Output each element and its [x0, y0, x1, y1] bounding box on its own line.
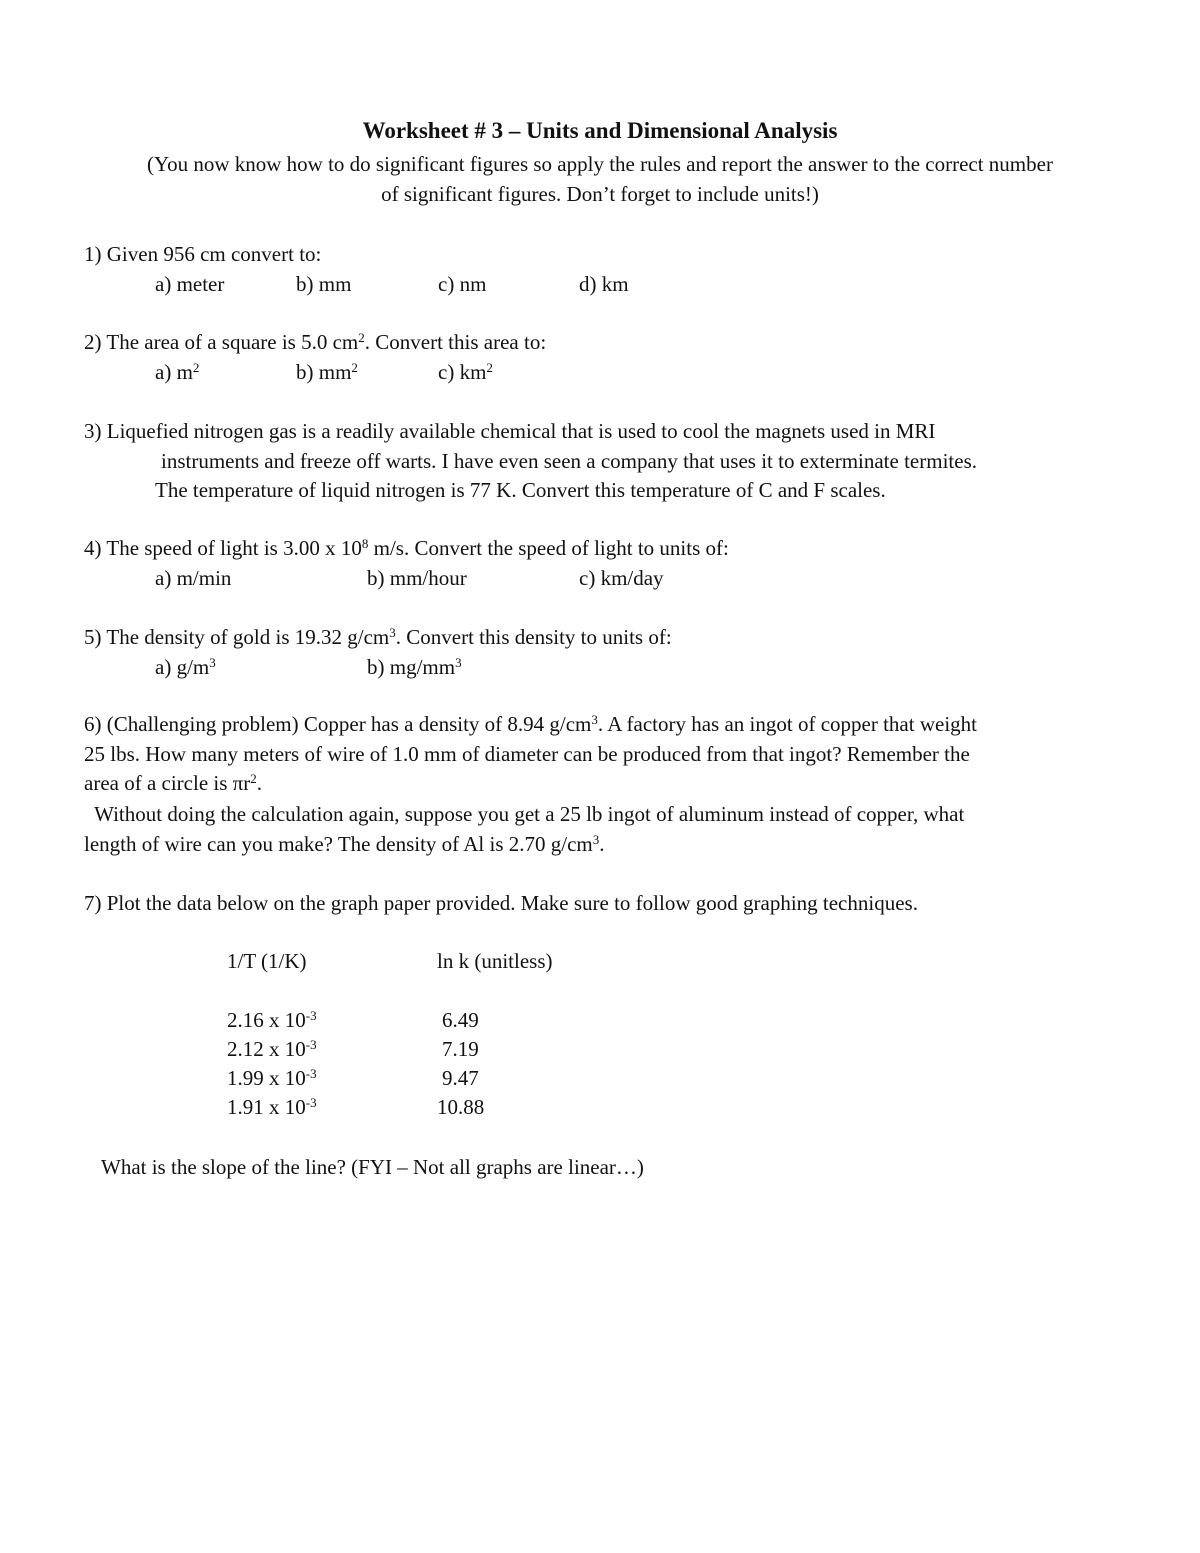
instructions [80, 150, 1120, 209]
table-row-3-y: 9.47 [442, 1066, 479, 1090]
instructions-line-1: (You now know how to do significant figures so apply the rules and report the answer to the correct number [147, 152, 1053, 176]
question-1-option-c: c) nm [438, 272, 487, 296]
question-4-option-b: b) mm/hour [367, 566, 467, 590]
question-2-option-b: b) $mm^2$ [296, 359, 358, 384]
question-6-line-4: Without doing the calculation again, suppose you get a 25 lb ingot of aluminum instead of copper, what [84, 802, 965, 826]
question-1-option-d: d) km [579, 272, 629, 296]
question-1-text: 1) Given 956 cm convert to: [84, 242, 322, 266]
question-3-line-3: The temperature of liquid nitrogen is 77 K. Convert this temperature of C and F scales. [155, 478, 886, 502]
table-row-1-x: 2.16 x $10^{-3}$ [227, 1007, 317, 1032]
question-7-text: 7) Plot the data below on the graph paper provided. Make sure to follow good graphing techniques. [84, 891, 918, 915]
table-header-y: ln k (unitless) [437, 949, 553, 973]
question-5-text: 5) The density of gold is 19.32 $g/cm^3$. Convert this density to units of: [84, 624, 672, 649]
question-2-option-a: a) $m^2$ [155, 359, 200, 384]
table-row-4-y: 10.88 [437, 1095, 485, 1119]
worksheet-title: Worksheet # 3 – Units and Dimensional Analysis [362, 118, 838, 143]
question-4-option-c: c) km/day [579, 566, 664, 590]
question-6-line-2: 25 lbs. How many meters of wire of 1.0 mm of diameter can be produced from that ingot? Remember the [84, 742, 970, 766]
question-5-option-b: b) $mg/mm^3$ [367, 654, 462, 679]
question-4-text: 4) The speed of light is 3.00 x $10^8$ m/s. Convert the speed of light to units of: [84, 535, 729, 560]
question-1-option-b: b) mm [296, 272, 352, 296]
question-2-option-c: c) $km^2$ [438, 359, 493, 384]
question-7-followup: What is the slope of the line? (FYI – Not all graphs are linear…) [101, 1155, 644, 1179]
question-6-line-5: length of wire can you make? The density of Al is 2.70 $g/cm^3$. [84, 831, 605, 856]
instructions-line-2: of significant figures. Don’t forget to include units!) [381, 181, 819, 206]
table-row-3-x: 1.99 x $10^{-3}$ [227, 1065, 317, 1090]
question-5-option-a: a) $g/m^3$ [155, 654, 216, 679]
table-row-4-x: 1.91 x $10^{-3}$ [227, 1094, 317, 1119]
table-row-1-y: 6.49 [442, 1008, 479, 1032]
question-2-text: 2) The area of a square is 5.0 $cm^2$. Convert this area to: [84, 329, 547, 354]
table-row-2-x: 2.12 x $10^{-3}$ [227, 1036, 317, 1061]
question-6-line-1: 6) (Challenging problem) Copper has a density of 8.94 $g/cm^3$. A factory has an ingot of copper that weight [84, 711, 977, 736]
table-row-2-y: 7.19 [442, 1037, 479, 1061]
question-3-line-1: 3) Liquefied nitrogen gas is a readily available chemical that is used to cool the magnets used in MRI [84, 419, 936, 443]
question-1-option-a: a) meter [155, 272, 225, 296]
question-3-line-2: instruments and freeze off warts. I have even seen a company that uses it to exterminate termites. [161, 449, 977, 473]
table-header-x: 1/T (1/K) [227, 949, 307, 973]
question-6-line-3: area of a circle is $\pi r^2$. [84, 770, 263, 795]
question-4-option-a: a) m/min [155, 566, 232, 590]
